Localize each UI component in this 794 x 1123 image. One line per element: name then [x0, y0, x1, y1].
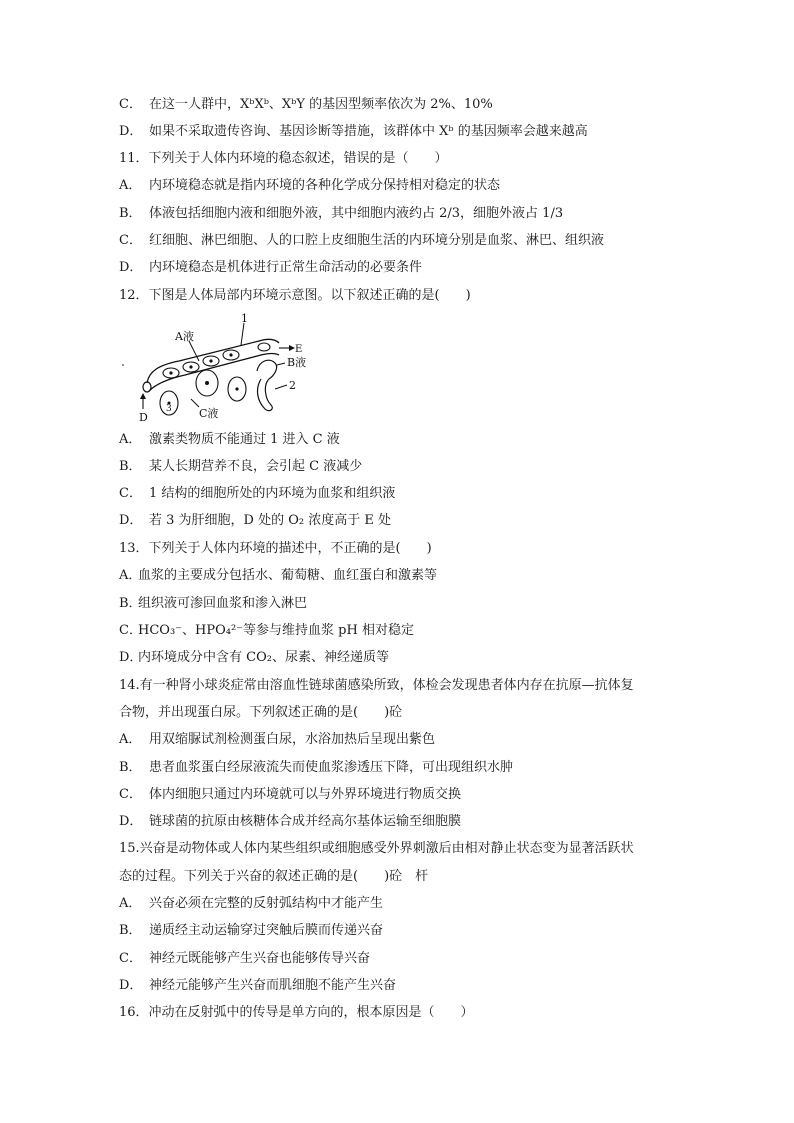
q12-stem: 12．下图是人体局部内环境示意图。以下叙述正确的是( ) [119, 288, 471, 303]
q14-option-b: B． 患者血浆蛋白经尿液流失而使血浆渗透压下降，可出现组织水肿 [119, 760, 514, 775]
label-b-liquid: B液 [287, 356, 307, 369]
q14-stem-line1: 14.有一种肾小球炎症常由溶血性链球菌感染所致，体检会发现患者体内存在抗原—抗体复 [119, 678, 634, 693]
q15-stem-line1: 15.兴奋是动物体或人体内某些组织或细胞感受外界刺激后由相对静止状态变为显著活跃状 [119, 841, 634, 856]
q14-option-c: C． 体内细胞只通过内环境就可以与外界环境进行物质交换 [119, 787, 462, 802]
q12-option-b: B． 某人长期营养不良，会引起 C 液减少 [119, 459, 363, 474]
q11-option-d: D． 内环境稳态是机体进行正常生命活动的必要条件 [119, 260, 423, 275]
q15-option-c: C． 神经元既能够产生兴奋也能够传导兴奋 [119, 951, 371, 966]
q15-option-d: D． 神经元能够产生兴奋而肌细胞不能产生兴奋 [119, 978, 397, 993]
q15-option-b: B． 递质经主动运输穿过突触后膜而传递兴奋 [119, 923, 384, 938]
internal-environment-diagram [119, 313, 319, 425]
label-a-liquid: A液 [175, 330, 194, 343]
label-e: E [295, 344, 303, 355]
q10-option-d: D． 如果不采取遗传咨询、基因诊断等措施，该群体中 Xᵇ 的基因频率会越来越高 [119, 124, 588, 139]
q12-option-d: D． 若 3 为肝细胞，D 处的 O₂ 浓度高于 E 处 [119, 513, 391, 528]
q14-option-d: D． 链球菌的抗原由核糖体合成并经高尔基体运输至细胞膜 [119, 814, 462, 829]
q12-option-a: A． 激素类物质不能通过 1 进入 C 液 [119, 432, 340, 447]
q11-stem: 11．下列关于人体内环境的稳态叙述，错误的是（ ） [119, 151, 448, 166]
q11-option-c: C． 红细胞、淋巴细胞、人的口腔上皮细胞生活的内环境分别是血浆、淋巴、组织液 [119, 233, 605, 248]
q15-option-a: A． 兴奋必须在完整的反射弧结构中才能产生 [119, 896, 384, 911]
q13-option-b: B．组织液可渗回血浆和渗入淋巴 [119, 596, 308, 611]
q11-option-a: A． 内环境稳态就是指内环境的各种化学成分保持相对稳定的状态 [119, 178, 501, 193]
q13-option-c: C．HCO₃⁻、HPO₄²⁻等参与维持血浆 pH 相对稳定 [119, 623, 414, 638]
q15-stem-line2: 态的过程。下列关于兴奋的叙述正确的是( )砼 杆 [119, 869, 429, 884]
q10-option-c: C． 在这一人群中，XᵇXᵇ、XᵇY 的基因型频率依次为 2%、10% [119, 97, 493, 112]
label-3: 3 [166, 404, 172, 414]
label-1: 1 [241, 313, 248, 325]
q13-stem: 13．下列关于人体内环境的描述中，不正确的是( ) [119, 541, 432, 556]
q16-stem: 16．冲动在反射弧中的传导是单方向的，根本原因是（ ） [119, 1005, 474, 1020]
q11-option-b: B． 体液包括细胞内液和细胞外液，其中细胞内液约占 2/3，细胞外液占 1/3 [119, 206, 564, 221]
label-2: 2 [289, 379, 296, 392]
label-c-liquid: C液 [199, 407, 219, 420]
q14-stem-line2: 合物，并出现蛋白尿。下列叙述正确的是( )砼 [119, 705, 403, 720]
q14-option-a: A． 用双缩脲试剂检测蛋白尿，水浴加热后呈现出紫色 [119, 732, 436, 747]
q12-option-c: C． 1 结构的细胞所处的内环境为血浆和组织液 [119, 486, 396, 501]
q13-option-d: D．内环境成分中含有 CO₂、尿素、神经递质等 [119, 650, 389, 665]
label-d: D [139, 411, 148, 424]
q13-option-a: A．血浆的主要成分包括水、葡萄糖、血红蛋白和激素等 [119, 568, 438, 583]
